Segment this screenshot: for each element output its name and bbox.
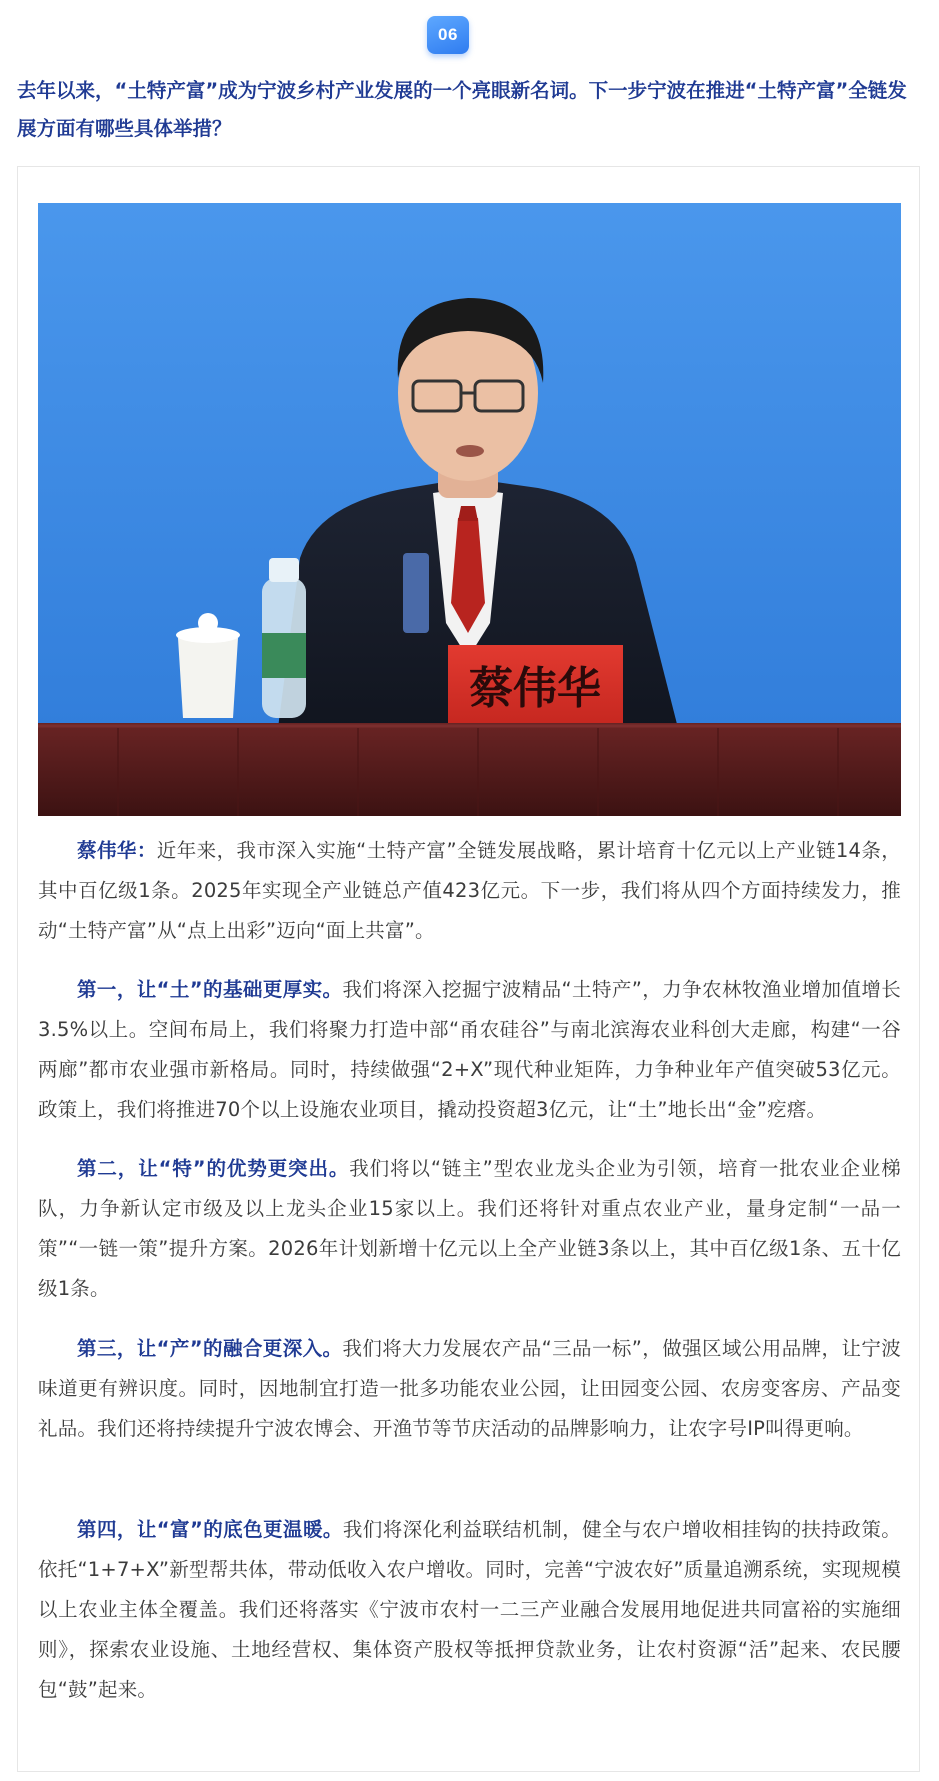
- point-3-text: 我们将大力发展农产品“三品一标”，做强区域公用品牌，让宁波味道更有辨识度。同时，因地制宜打造一批多功能农业公园，让田园变公园、农房变客房、产品变礼品。我们还将持续提升宁波农博会、开渔节等节庆活动的品牌影响力，让农字号IP叫得更响。: [38, 1337, 901, 1440]
- point-3: [38, 1329, 901, 1449]
- answer-card: [17, 166, 920, 1772]
- point-1-text: 我们将深入挖掘宁波精品“土特产”，力争农林牧渔业增加值增长3.5%以上。空间布局上，我们将聚力打造中部“甬农硅谷”与南北滨海农业科创大走廊，构建“一谷两廊”都市农业强市新格局。同时，持续做强“2+X”现代种业矩阵，力争种业年产值突破53亿元。政策上，我们将推进70个以上设施农业项目，撬动投资超3亿元，让“土”地长出“金”疙瘩。: [38, 978, 901, 1121]
- point-4-lead: 第四，让“富”的底色更温暖。: [77, 1518, 343, 1541]
- question-number-badge: 06: [427, 16, 469, 54]
- point-1-lead: 第一，让“土”的基础更厚实。: [77, 978, 343, 1001]
- point-3-lead: 第三，让“产”的融合更深入。: [77, 1337, 343, 1360]
- point-4-text: 我们将深化利益联结机制，健全与农户增收相挂钩的扶持政策。依托“1+7+X”新型帮共体，带动低收入农户增收。同时，完善“宁波农好”质量追溯系统，实现规模以上农业主体全覆盖。我们还将落实《宁波市农村一二三产业融合发展用地促进共同富裕的实施细则》，探索农业设施、土地经营权、集体资产股权等抵押贷款业务，让农村资源“活”起来、农民腰包“鼓”起来。: [38, 1518, 901, 1701]
- point-4: [38, 1510, 901, 1710]
- point-2: [38, 1149, 901, 1309]
- answer-intro: [38, 831, 901, 951]
- point-2-lead: 第二，让“特”的优势更突出。: [77, 1157, 350, 1180]
- point-1: [38, 970, 901, 1130]
- speaker-photo: [38, 203, 901, 816]
- answer-intro-text: 近年来，我市深入实施“土特产富”全链发展战略，累计培育十亿元以上产业链14条，其中百亿级1条。2025年实现全产业链总产值423亿元。下一步，我们将从四个方面持续发力，推动“土特产富”从“点上出彩”迈向“面上共富”。: [38, 839, 901, 942]
- point-2-text: 我们将以“链主”型农业龙头企业为引领，培育一批农业企业梯队，力争新认定市级及以上龙头企业15家以上。我们还将针对重点农业产业，量身定制“一品一策”“一链一策”提升方案。2026年计划新增十亿元以上全产业链3条以上，其中百亿级1条、五十亿级1条。: [38, 1157, 901, 1300]
- speaker-name: 蔡伟华：: [77, 839, 157, 862]
- nameplate-text: 蔡伟华: [469, 663, 601, 714]
- question-heading: 去年以来，“土特产富”成为宁波乡村产业发展的一个亮眼新名词。下一步宁波在推进“土特产富”全链发展方面有哪些具体举措？: [17, 79, 907, 140]
